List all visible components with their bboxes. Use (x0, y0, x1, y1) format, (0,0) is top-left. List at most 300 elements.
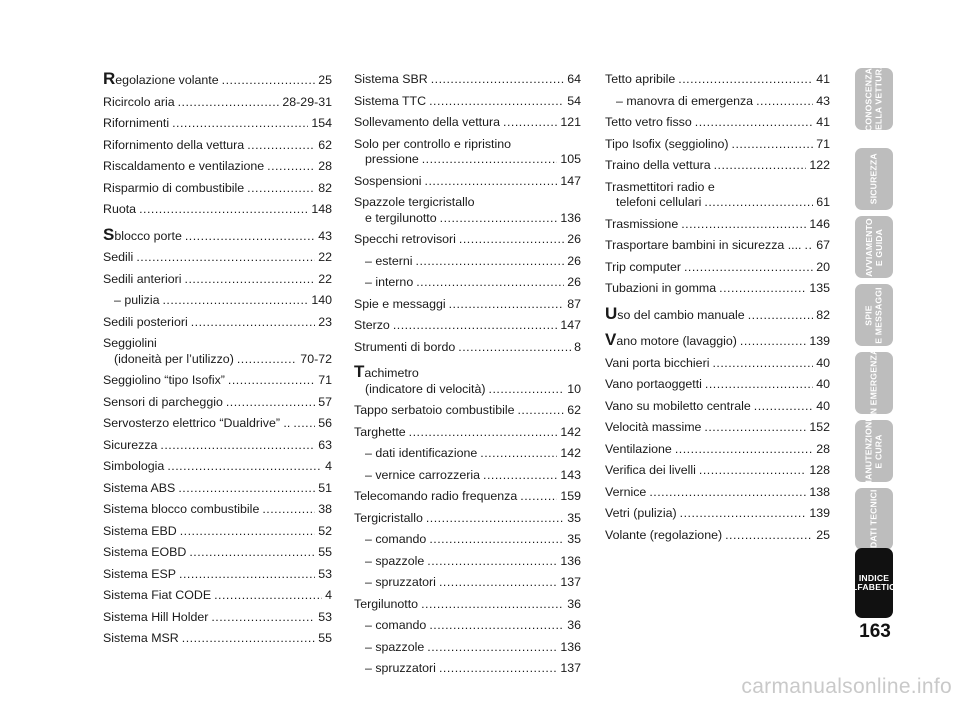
index-entry (103, 459, 332, 475)
entry-line (365, 532, 581, 548)
entry-label: – vernice carrozzeria (365, 467, 481, 482)
entry-line (103, 567, 332, 583)
entry-line (605, 377, 830, 393)
page-ref: 4 (325, 459, 332, 473)
entry-line (365, 254, 581, 270)
page-ref: 154 (311, 116, 332, 130)
entry-line (354, 152, 581, 168)
page-ref: 43 (816, 93, 830, 108)
index-entry (354, 661, 581, 677)
tab-avviamento[interactable] (855, 216, 893, 278)
entry-label: Vano su mobiletto centrale (605, 398, 751, 413)
entry-label: – dati identificazione (365, 446, 478, 460)
entry-text (354, 94, 426, 110)
entry-label: Sistema SBR (354, 72, 428, 86)
entry-text (605, 217, 678, 233)
leader-dots (699, 463, 806, 479)
index-entry (605, 158, 830, 174)
entry-label: Trip computer (605, 259, 681, 274)
index-entry (354, 115, 581, 131)
page-ref: 55 (318, 545, 332, 559)
entry-text (354, 425, 406, 441)
index-entry (354, 511, 581, 527)
tab-label-line1: AVVIAMENTO (863, 217, 874, 277)
entry-label: Sistema ESP (103, 566, 176, 581)
entry-text (605, 442, 672, 458)
entry-line (354, 511, 581, 527)
entry-label: Traino della vettura (605, 158, 711, 172)
page-ref: 26 (567, 275, 581, 289)
index-entry (103, 272, 332, 288)
tab-label-line1: DATI TECNICI (868, 489, 879, 549)
page-ref: 136 (560, 553, 581, 568)
leader-dots (427, 554, 557, 570)
leader-dots (167, 459, 322, 475)
entry-label: ano motore (lavaggio) (616, 334, 737, 348)
page-ref: 136 (560, 210, 581, 225)
index-entry (354, 597, 581, 613)
page-ref: 22 (318, 250, 332, 264)
entry-line (365, 468, 581, 484)
page-ref: 147 (560, 173, 581, 188)
entry-text (103, 416, 290, 432)
page-ref: 36 (567, 618, 581, 632)
page-ref: 63 (318, 437, 332, 452)
index-entry (103, 250, 332, 266)
page-ref: 70-72 (300, 351, 332, 366)
leader-dots (180, 524, 316, 540)
entry-label: Sollevamento della vettura (354, 115, 501, 129)
entry-text (605, 303, 745, 324)
tab-label-line2: E CURA (873, 433, 883, 469)
index-entry (103, 159, 332, 175)
page-ref: 64 (567, 72, 581, 86)
index-entry (605, 506, 830, 522)
index-entry (354, 532, 581, 548)
page-ref: 4 (325, 588, 332, 602)
page-ref: 71 (816, 136, 830, 151)
index-entry (103, 438, 332, 454)
entry-text (103, 116, 169, 132)
page-ref: 143 (560, 467, 581, 482)
entry-label: Rifornimento della vettura (103, 137, 245, 152)
index-entry (354, 468, 581, 484)
page-ref: 25 (318, 73, 332, 87)
entry-heading (354, 195, 581, 211)
index-entry (103, 545, 332, 561)
entry-label: Volante (regolazione) (605, 527, 723, 542)
leader-dots (393, 318, 558, 334)
index-entry (103, 416, 332, 432)
index-entry (605, 94, 830, 110)
entry-text (365, 575, 436, 591)
entry-text (365, 640, 424, 656)
page-ref: 67 (816, 238, 830, 252)
tab-dati-tecnici[interactable] (855, 488, 893, 550)
leader-dots (172, 116, 308, 132)
leader-dots (178, 95, 280, 111)
index-entry (103, 395, 332, 411)
entry-label: Specchi retrovisori (354, 232, 456, 246)
leader-dots (740, 334, 806, 350)
entry-text (103, 438, 157, 454)
entry-label: Vernice (605, 484, 647, 499)
entry-line (365, 575, 581, 591)
entry-line (354, 72, 581, 88)
entry-line (605, 217, 830, 233)
entry-text (365, 152, 419, 168)
index-entry (354, 318, 581, 334)
entry-line (605, 442, 830, 458)
entry-text (114, 293, 159, 309)
section-initial: U (605, 303, 618, 323)
entry-label: (idoneità per l’utilizzo) (114, 351, 234, 366)
entry-heading-text: achimetro (364, 366, 419, 380)
entry-label: Sistema TTC (354, 93, 427, 108)
entry-label: egolazione volante (115, 73, 219, 87)
index-entry (103, 138, 332, 154)
leader-dots (440, 211, 558, 227)
tab-in-emergenza[interactable] (855, 348, 893, 418)
entry-line (605, 463, 830, 479)
leader-dots (684, 260, 813, 276)
index-entry (605, 330, 830, 350)
leader-dots (429, 532, 564, 548)
index-entry (605, 137, 830, 153)
entry-line (605, 238, 830, 254)
entry-text (354, 232, 456, 248)
entry-label: Tetto apribile (605, 72, 676, 86)
tab-manutenzione[interactable] (855, 415, 893, 487)
page-ref: 26 (567, 232, 581, 246)
entry-label: Vetri (pulizia) (605, 506, 677, 520)
index-entry (605, 442, 830, 458)
leader-dots (191, 315, 315, 331)
leader-dots (160, 438, 315, 454)
page-ref: 135 (809, 281, 830, 295)
entry-label: Velocità massime (605, 420, 702, 434)
entry-label: Risparmio di combustibile (103, 180, 245, 195)
entry-text (365, 382, 486, 398)
index-entry (103, 224, 332, 245)
entry-line (103, 181, 332, 197)
entry-text (365, 618, 426, 634)
leader-dots (695, 115, 813, 131)
page-ref: 55 (318, 631, 332, 645)
index-entry (605, 238, 830, 254)
entry-text (605, 158, 711, 174)
entry-heading-text: Solo per controllo e ripristino (354, 136, 512, 151)
entry-text (605, 399, 751, 415)
entry-line (354, 489, 581, 505)
leader-dots (214, 588, 322, 604)
page-ref: 41 (816, 115, 830, 129)
leader-dots (704, 195, 813, 211)
entry-line (605, 158, 830, 174)
leader-dots (211, 610, 315, 626)
index-entry (103, 69, 332, 89)
leader-dots (228, 373, 315, 389)
entry-line (354, 297, 581, 313)
page-ref: 61 (816, 195, 830, 209)
entry-line (354, 232, 581, 248)
entry-line (114, 293, 332, 309)
entry-label: Sistema MSR (103, 631, 179, 645)
leader-dots (719, 281, 806, 297)
page-ref: 54 (567, 93, 581, 108)
leader-dots (421, 597, 564, 613)
index-entry (354, 340, 581, 356)
tab-label-line2: E MESSAGGI (873, 286, 883, 344)
entry-line (605, 72, 830, 88)
section-initial: R (103, 69, 116, 88)
entry-text (365, 554, 424, 570)
page-ref: 28-29-31 (282, 94, 332, 109)
index-entry (354, 254, 581, 270)
index-entry (354, 137, 581, 168)
entry-text (103, 395, 223, 411)
entry-label: Tipo Isofix (seggiolino) (605, 136, 729, 151)
entry-text (354, 340, 455, 356)
entry-label: Sedili anteriori (103, 271, 182, 286)
entry-text (605, 420, 701, 436)
tab-label (865, 415, 884, 487)
entry-text (103, 373, 225, 389)
entry-text (605, 281, 716, 297)
entry-label: – comando (365, 532, 427, 546)
page-ref: 57 (318, 394, 332, 409)
tab-sicurezza[interactable] (855, 148, 893, 210)
entry-line (605, 303, 830, 324)
entry-label: Rifornimenti (103, 116, 170, 130)
entry-label: Ruota (103, 202, 137, 216)
page-ref: 62 (567, 403, 581, 417)
entry-label: Sensori di parcheggio (103, 394, 223, 409)
index-entry (354, 232, 581, 248)
index-entry (103, 502, 332, 518)
index-entry (103, 567, 332, 583)
entry-label: – comando (365, 618, 427, 632)
index-entry (605, 72, 830, 88)
page-ref: 140 (311, 293, 332, 307)
entry-line (354, 403, 581, 419)
entry-line (103, 610, 332, 626)
index-entry (605, 217, 830, 233)
tab-label-line2: ALFABETICO (845, 582, 903, 592)
index-entry (103, 588, 332, 604)
index-entry (354, 425, 581, 441)
leader-dots (681, 217, 806, 233)
leader-dots (247, 181, 315, 197)
leader-dots (247, 138, 315, 154)
page-ref: 139 (809, 334, 830, 348)
entry-text (365, 532, 426, 548)
entry-line (354, 382, 581, 398)
leader-dots (503, 115, 557, 131)
leader-dots (429, 618, 564, 634)
leader-dots (732, 137, 814, 153)
entry-text (605, 356, 709, 372)
leader-dots (725, 528, 813, 544)
entry-text (605, 72, 675, 88)
entry-text (103, 250, 133, 266)
entry-text (103, 524, 177, 540)
entry-label: Sicurezza (103, 437, 158, 452)
tab-conoscenza[interactable] (855, 62, 893, 136)
page-ref: 82 (318, 180, 332, 195)
tab-label (869, 349, 879, 417)
entry-line (365, 661, 581, 677)
tab-label (865, 287, 884, 343)
entry-text (365, 468, 480, 484)
entry-line (605, 506, 830, 522)
entry-text (103, 545, 186, 561)
entry-line (365, 640, 581, 656)
tab-spie[interactable] (855, 284, 893, 346)
page-ref: 10 (567, 381, 581, 396)
leader-dots (422, 152, 558, 168)
entry-line (103, 588, 332, 604)
index-entry (103, 373, 332, 389)
leader-dots (409, 425, 558, 441)
entry-label: – esterni (365, 253, 413, 268)
entry-text (103, 588, 211, 604)
leader-dots (748, 308, 814, 324)
entry-line (605, 528, 830, 544)
entry-text (103, 481, 175, 497)
entry-line (103, 352, 332, 368)
index-column-1 (103, 69, 332, 647)
page-ref: 128 (809, 463, 830, 477)
entry-text (114, 352, 234, 368)
page-ref: 41 (816, 72, 830, 86)
leader-dots (178, 481, 315, 497)
entry-label: so del cambio manuale (617, 307, 745, 322)
entry-line (354, 340, 581, 356)
page-number: 163 (859, 621, 891, 642)
index-entry (103, 116, 332, 132)
entry-text (103, 181, 244, 197)
leader-dots (449, 297, 565, 313)
entry-label: Tergicristallo (354, 510, 423, 525)
entry-label: Ricircolo aria (103, 94, 175, 109)
entry-line (616, 94, 830, 110)
leader-dots (416, 254, 565, 270)
entry-text (354, 318, 390, 334)
entry-line (103, 159, 332, 175)
index-entry (605, 377, 830, 393)
entry-line (354, 115, 581, 131)
entry-line (365, 618, 581, 634)
entry-label: Sistema ABS (103, 480, 176, 495)
entry-text (103, 69, 219, 89)
tab-indice[interactable] (845, 548, 903, 618)
page-ref: 82 (816, 307, 830, 322)
entry-label: Trasmissione (605, 216, 679, 231)
tab-label (846, 574, 903, 593)
entry-label: Tappo serbatoio combustibile (354, 403, 515, 417)
entry-line (605, 356, 830, 372)
entry-line (103, 95, 332, 111)
entry-line (354, 597, 581, 613)
entry-heading (605, 180, 830, 196)
entry-label: Verifica dei livelli (605, 463, 696, 477)
tab-label (865, 218, 884, 277)
entry-line (103, 373, 332, 389)
entry-text (103, 459, 164, 475)
entry-heading (354, 362, 581, 382)
entry-text (616, 195, 701, 211)
entry-label: Tetto vetro fisso (605, 115, 692, 129)
section-initial: V (605, 330, 617, 349)
entry-label: Targhette (354, 424, 406, 439)
entry-text (354, 297, 446, 313)
watermark: carmanualsonline.info (741, 675, 952, 698)
entry-text (354, 115, 500, 131)
index-entry (354, 403, 581, 419)
page-ref: 28 (318, 159, 332, 173)
entry-text (616, 94, 753, 110)
index-entry (354, 72, 581, 88)
index-entry (605, 463, 830, 479)
leader-dots (426, 511, 564, 527)
entry-text (103, 567, 176, 583)
entry-label: Simbologia (103, 459, 165, 473)
entry-line (103, 315, 332, 331)
entry-text (354, 489, 517, 505)
entry-text (103, 631, 179, 647)
entry-label: e tergilunotto (365, 210, 437, 225)
entry-text (354, 511, 423, 527)
entry-line (354, 94, 581, 110)
entry-text (103, 502, 259, 518)
entry-line (605, 260, 830, 276)
page-ref: 137 (560, 661, 581, 675)
entry-line (103, 481, 332, 497)
index-entry (354, 94, 581, 110)
leader-dots (489, 382, 565, 398)
index-entry (354, 575, 581, 591)
entry-label: – spazzole (365, 553, 425, 568)
entry-line (354, 211, 581, 227)
entry-text (605, 506, 677, 522)
page-ref: 53 (318, 566, 332, 581)
entry-line (605, 399, 830, 415)
entry-label: Seggiolino “tipo Isofix” (103, 373, 225, 387)
entry-text (354, 174, 422, 190)
page-ref: 20 (816, 259, 830, 274)
entry-label: – spazzole (365, 639, 425, 654)
leader-dots (427, 640, 557, 656)
tab-label-line1: MANUTENZIONE (863, 415, 874, 487)
index-column-2 (354, 72, 581, 677)
entry-text (365, 446, 477, 462)
entry-label: Tubazioni in gomma (605, 281, 717, 295)
index-entry (605, 180, 830, 211)
leader-dots (483, 468, 557, 484)
leader-dots (237, 352, 297, 368)
entry-text (354, 597, 418, 613)
leader-dots (439, 575, 557, 591)
tab-label-line2: E GUIDA (873, 228, 884, 266)
leader-dots (179, 567, 315, 583)
entry-text (605, 115, 692, 131)
entry-label: Sedili (103, 250, 134, 264)
entry-line (103, 250, 332, 266)
entry-text (103, 95, 175, 111)
page-ref: 25 (816, 527, 830, 542)
page-ref: 35 (567, 510, 581, 525)
